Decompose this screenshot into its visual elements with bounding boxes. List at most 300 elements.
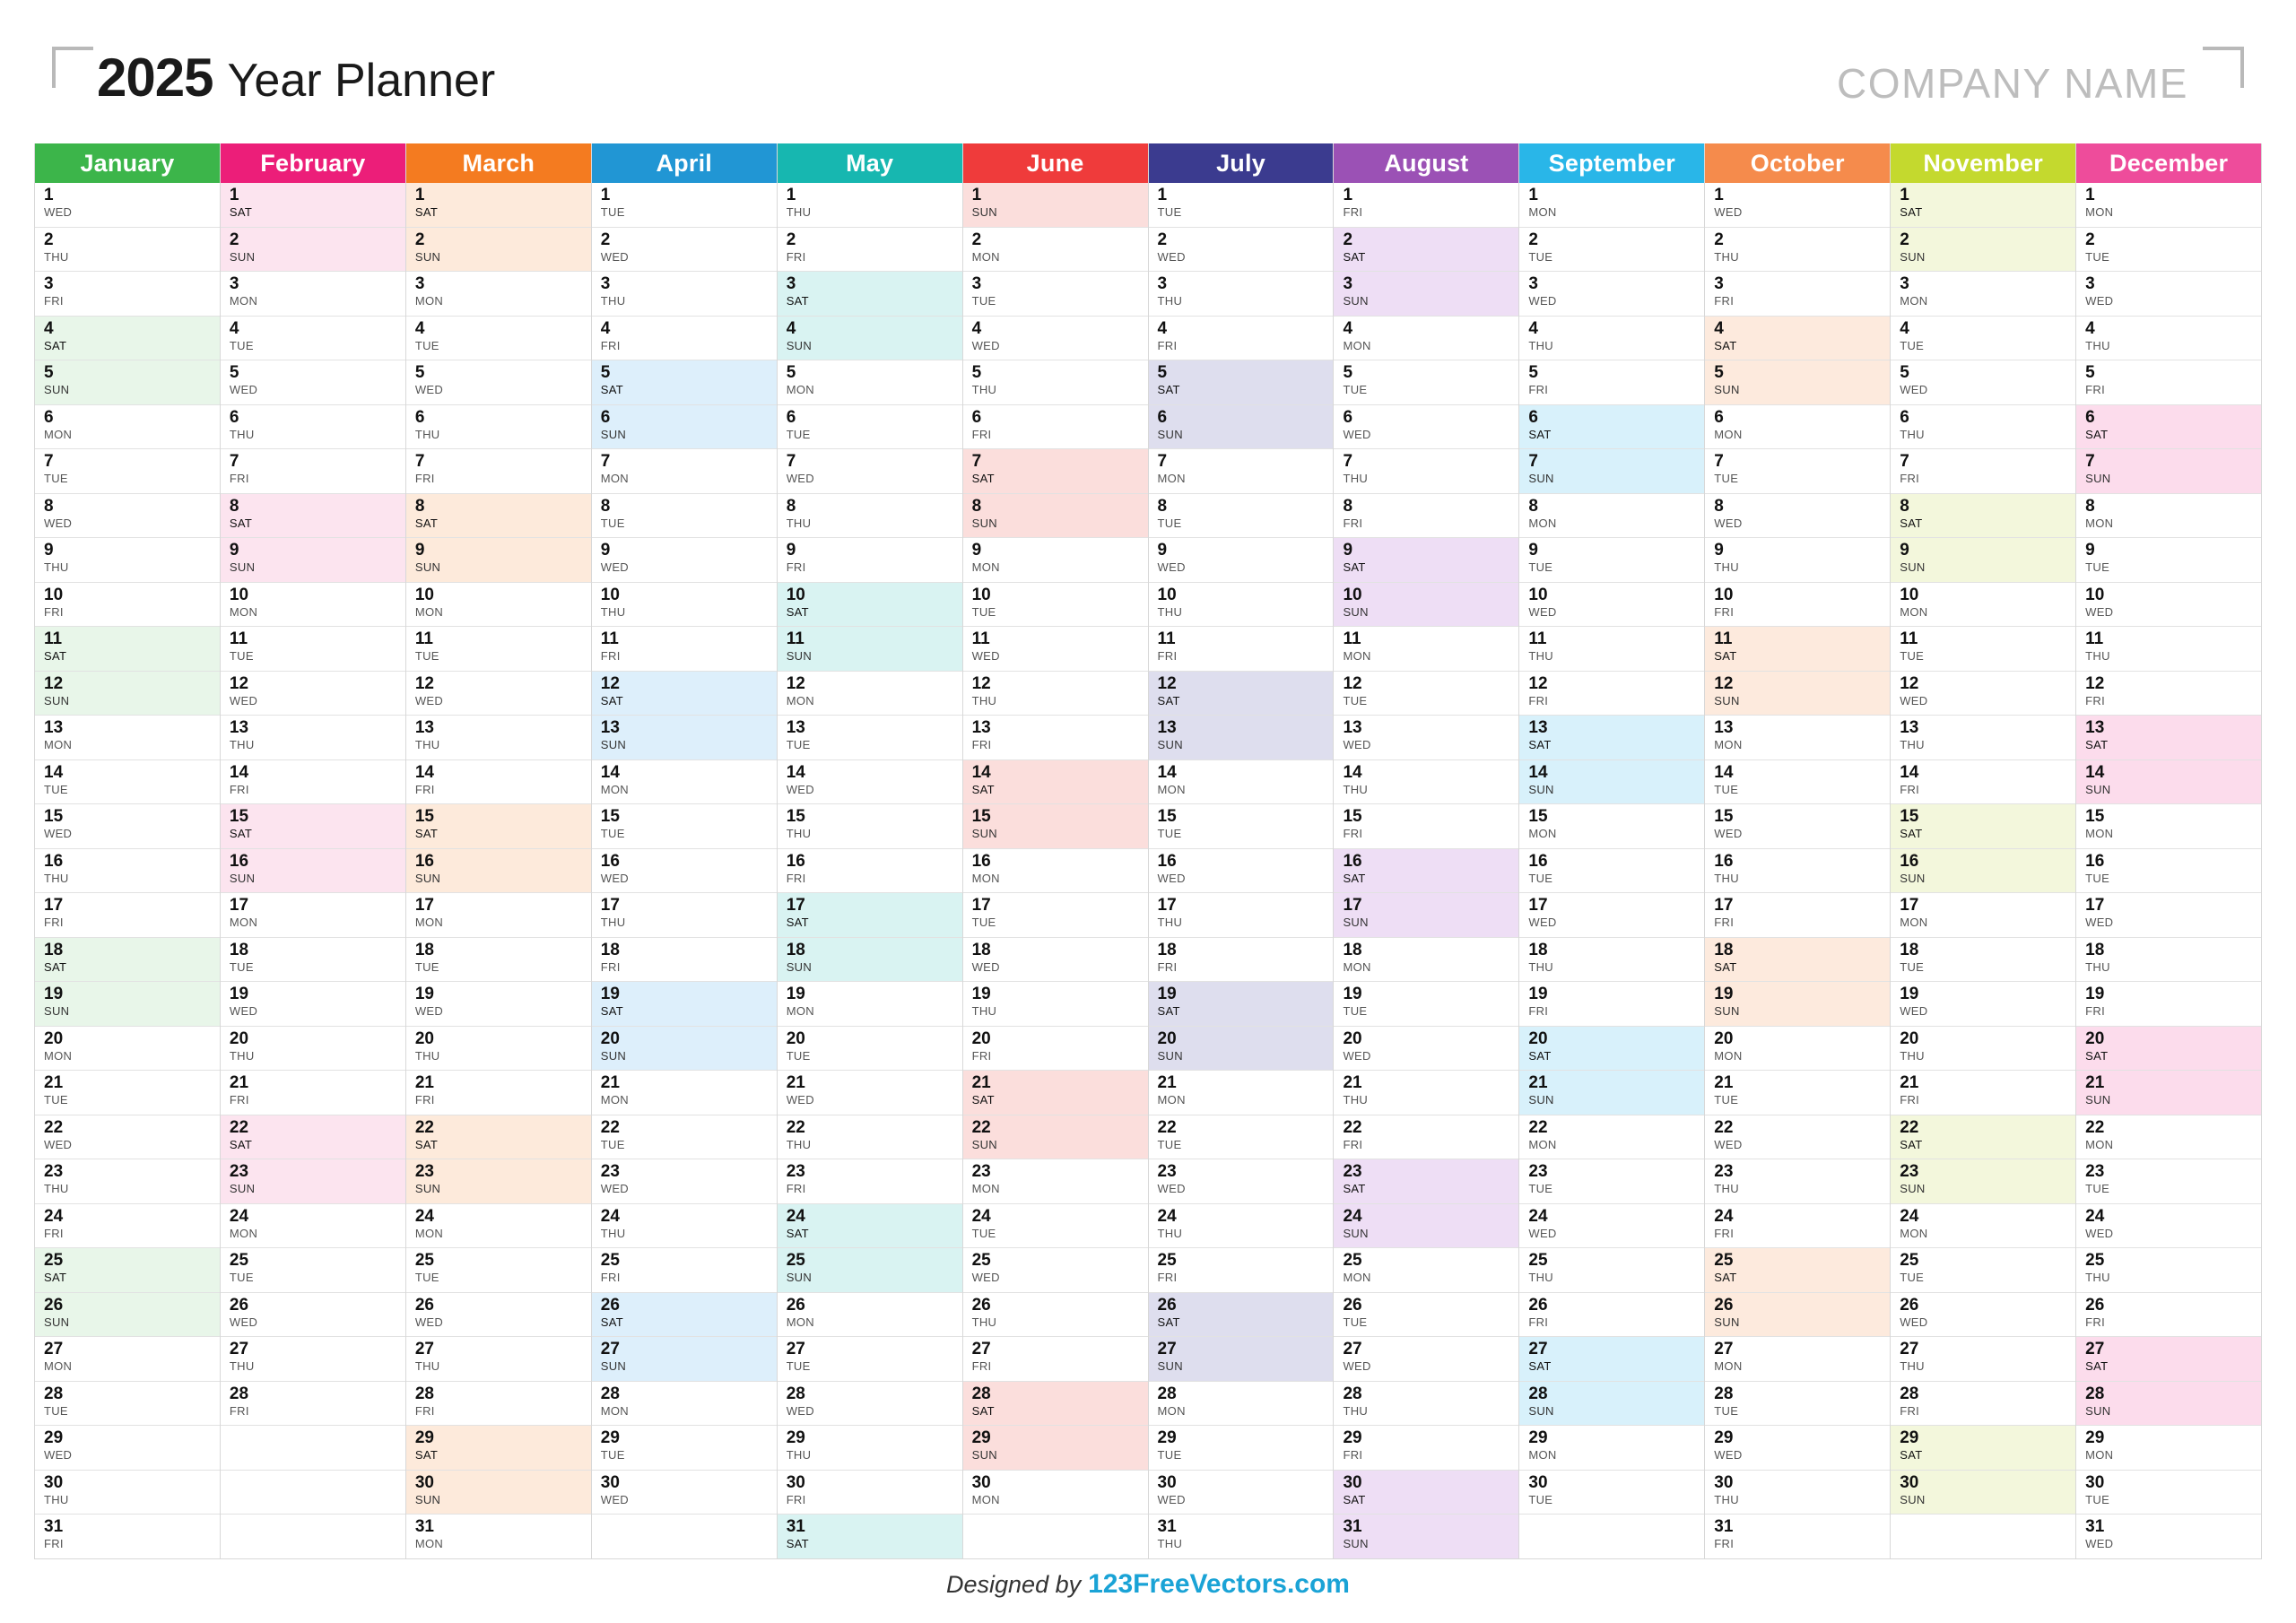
day-cell-february-5[interactable]: [221, 360, 405, 405]
day-cell-may-13[interactable]: [778, 716, 962, 760]
day-cell-january-7[interactable]: [35, 449, 220, 494]
day-cell-april-26[interactable]: [592, 1293, 777, 1338]
day-cell-july-13[interactable]: [1149, 716, 1334, 760]
day-cell-march-13[interactable]: [406, 716, 591, 760]
day-cell-april-16[interactable]: [592, 849, 777, 894]
day-cell-february-16[interactable]: [221, 849, 405, 894]
day-cell-april-15[interactable]: [592, 804, 777, 849]
month-header-november[interactable]: November: [1891, 143, 2075, 183]
day-cell-july-21[interactable]: [1149, 1071, 1334, 1115]
day-cell-december-18[interactable]: [2076, 938, 2261, 983]
day-cell-august-3[interactable]: [1334, 272, 1518, 317]
day-cell-may-1[interactable]: [778, 183, 962, 228]
day-cell-june-2[interactable]: [963, 228, 1148, 273]
day-cell-july-2[interactable]: [1149, 228, 1334, 273]
day-cell-april-11[interactable]: [592, 627, 777, 672]
day-cell-april-4[interactable]: [592, 317, 777, 361]
day-cell-may-7[interactable]: [778, 449, 962, 494]
day-cell-april-5[interactable]: [592, 360, 777, 405]
day-cell-december-2[interactable]: [2076, 228, 2261, 273]
day-cell-april-6[interactable]: [592, 405, 777, 450]
day-cell-november-3[interactable]: [1891, 272, 2075, 317]
day-cell-may-28[interactable]: [778, 1382, 962, 1427]
day-cell-august-27[interactable]: [1334, 1337, 1518, 1382]
day-cell-january-21[interactable]: [35, 1071, 220, 1115]
day-cell-july-3[interactable]: [1149, 272, 1334, 317]
day-cell-january-1[interactable]: [35, 183, 220, 228]
day-cell-october-19[interactable]: [1705, 982, 1890, 1027]
day-cell-november-22[interactable]: [1891, 1115, 2075, 1160]
day-cell-october-10[interactable]: [1705, 583, 1890, 628]
day-cell-july-30[interactable]: [1149, 1471, 1334, 1515]
day-cell-may-29[interactable]: [778, 1426, 962, 1471]
day-cell-august-20[interactable]: [1334, 1027, 1518, 1072]
day-cell-january-3[interactable]: [35, 272, 220, 317]
day-cell-february-7[interactable]: [221, 449, 405, 494]
day-cell-october-21[interactable]: [1705, 1071, 1890, 1115]
day-cell-september-9[interactable]: [1519, 538, 1704, 583]
month-header-october[interactable]: October: [1705, 143, 1890, 183]
day-cell-may-18[interactable]: [778, 938, 962, 983]
day-cell-december-3[interactable]: [2076, 272, 2261, 317]
day-cell-august-19[interactable]: [1334, 982, 1518, 1027]
day-cell-november-10[interactable]: [1891, 583, 2075, 628]
day-cell-march-19[interactable]: [406, 982, 591, 1027]
day-cell-august-23[interactable]: [1334, 1159, 1518, 1204]
day-cell-july-28[interactable]: [1149, 1382, 1334, 1427]
day-cell-april-29[interactable]: [592, 1426, 777, 1471]
day-cell-may-17[interactable]: [778, 893, 962, 938]
day-cell-march-7[interactable]: [406, 449, 591, 494]
day-cell-january-11[interactable]: [35, 627, 220, 672]
day-cell-september-28[interactable]: [1519, 1382, 1704, 1427]
day-cell-november-20[interactable]: [1891, 1027, 2075, 1072]
day-cell-may-9[interactable]: [778, 538, 962, 583]
day-cell-march-22[interactable]: [406, 1115, 591, 1160]
day-cell-december-26[interactable]: [2076, 1293, 2261, 1338]
day-cell-july-27[interactable]: [1149, 1337, 1334, 1382]
day-cell-december-14[interactable]: [2076, 760, 2261, 805]
day-cell-april-2[interactable]: [592, 228, 777, 273]
day-cell-september-22[interactable]: [1519, 1115, 1704, 1160]
day-cell-march-26[interactable]: [406, 1293, 591, 1338]
day-cell-september-1[interactable]: [1519, 183, 1704, 228]
day-cell-april-28[interactable]: [592, 1382, 777, 1427]
day-cell-november-15[interactable]: [1891, 804, 2075, 849]
day-cell-january-10[interactable]: [35, 583, 220, 628]
day-cell-september-10[interactable]: [1519, 583, 1704, 628]
day-cell-august-5[interactable]: [1334, 360, 1518, 405]
day-cell-may-14[interactable]: [778, 760, 962, 805]
day-cell-december-11[interactable]: [2076, 627, 2261, 672]
day-cell-june-10[interactable]: [963, 583, 1148, 628]
day-cell-january-23[interactable]: [35, 1159, 220, 1204]
day-cell-february-24[interactable]: [221, 1204, 405, 1249]
day-cell-march-17[interactable]: [406, 893, 591, 938]
day-cell-october-23[interactable]: [1705, 1159, 1890, 1204]
day-cell-april-22[interactable]: [592, 1115, 777, 1160]
day-cell-august-13[interactable]: [1334, 716, 1518, 760]
day-cell-november-14[interactable]: [1891, 760, 2075, 805]
day-cell-march-12[interactable]: [406, 672, 591, 716]
day-cell-november-11[interactable]: [1891, 627, 2075, 672]
day-cell-february-27[interactable]: [221, 1337, 405, 1382]
day-cell-february-20[interactable]: [221, 1027, 405, 1072]
day-cell-november-26[interactable]: [1891, 1293, 2075, 1338]
day-cell-january-2[interactable]: [35, 228, 220, 273]
day-cell-april-8[interactable]: [592, 494, 777, 539]
day-cell-november-19[interactable]: [1891, 982, 2075, 1027]
day-cell-october-24[interactable]: [1705, 1204, 1890, 1249]
day-cell-october-20[interactable]: [1705, 1027, 1890, 1072]
day-cell-july-22[interactable]: [1149, 1115, 1334, 1160]
day-cell-march-30[interactable]: [406, 1471, 591, 1515]
day-cell-october-22[interactable]: [1705, 1115, 1890, 1160]
day-cell-july-17[interactable]: [1149, 893, 1334, 938]
day-cell-april-21[interactable]: [592, 1071, 777, 1115]
day-cell-september-15[interactable]: [1519, 804, 1704, 849]
day-cell-february-9[interactable]: [221, 538, 405, 583]
day-cell-june-12[interactable]: [963, 672, 1148, 716]
day-cell-may-26[interactable]: [778, 1293, 962, 1338]
day-cell-december-28[interactable]: [2076, 1382, 2261, 1427]
day-cell-october-27[interactable]: [1705, 1337, 1890, 1382]
day-cell-december-10[interactable]: [2076, 583, 2261, 628]
day-cell-april-9[interactable]: [592, 538, 777, 583]
day-cell-march-28[interactable]: [406, 1382, 591, 1427]
day-cell-december-6[interactable]: [2076, 405, 2261, 450]
day-cell-april-10[interactable]: [592, 583, 777, 628]
day-cell-june-30[interactable]: [963, 1471, 1148, 1515]
day-cell-november-2[interactable]: [1891, 228, 2075, 273]
day-cell-december-17[interactable]: [2076, 893, 2261, 938]
day-cell-august-21[interactable]: [1334, 1071, 1518, 1115]
day-cell-october-7[interactable]: [1705, 449, 1890, 494]
day-cell-february-21[interactable]: [221, 1071, 405, 1115]
day-cell-july-16[interactable]: [1149, 849, 1334, 894]
day-cell-september-11[interactable]: [1519, 627, 1704, 672]
day-cell-december-27[interactable]: [2076, 1337, 2261, 1382]
day-cell-december-31[interactable]: [2076, 1515, 2261, 1559]
day-cell-august-1[interactable]: [1334, 183, 1518, 228]
day-cell-july-18[interactable]: [1149, 938, 1334, 983]
day-cell-may-23[interactable]: [778, 1159, 962, 1204]
day-cell-march-3[interactable]: [406, 272, 591, 317]
day-cell-april-13[interactable]: [592, 716, 777, 760]
day-cell-june-28[interactable]: [963, 1382, 1148, 1427]
day-cell-april-12[interactable]: [592, 672, 777, 716]
day-cell-march-23[interactable]: [406, 1159, 591, 1204]
day-cell-august-14[interactable]: [1334, 760, 1518, 805]
day-cell-march-31[interactable]: [406, 1515, 591, 1559]
day-cell-august-22[interactable]: [1334, 1115, 1518, 1160]
day-cell-december-21[interactable]: [2076, 1071, 2261, 1115]
day-cell-july-19[interactable]: [1149, 982, 1334, 1027]
day-cell-february-18[interactable]: [221, 938, 405, 983]
day-cell-october-2[interactable]: [1705, 228, 1890, 273]
day-cell-november-6[interactable]: [1891, 405, 2075, 450]
day-cell-july-24[interactable]: [1149, 1204, 1334, 1249]
day-cell-september-20[interactable]: [1519, 1027, 1704, 1072]
day-cell-may-12[interactable]: [778, 672, 962, 716]
day-cell-february-17[interactable]: [221, 893, 405, 938]
day-cell-march-20[interactable]: [406, 1027, 591, 1072]
day-cell-october-4[interactable]: [1705, 317, 1890, 361]
day-cell-february-23[interactable]: [221, 1159, 405, 1204]
month-header-december[interactable]: December: [2076, 143, 2261, 183]
day-cell-december-22[interactable]: [2076, 1115, 2261, 1160]
day-cell-march-16[interactable]: [406, 849, 591, 894]
day-cell-november-9[interactable]: [1891, 538, 2075, 583]
day-cell-april-25[interactable]: [592, 1248, 777, 1293]
day-cell-november-12[interactable]: [1891, 672, 2075, 716]
day-cell-june-7[interactable]: [963, 449, 1148, 494]
day-cell-september-6[interactable]: [1519, 405, 1704, 450]
day-cell-november-28[interactable]: [1891, 1382, 2075, 1427]
day-cell-april-18[interactable]: [592, 938, 777, 983]
day-cell-october-15[interactable]: [1705, 804, 1890, 849]
day-cell-march-1[interactable]: [406, 183, 591, 228]
day-cell-october-25[interactable]: [1705, 1248, 1890, 1293]
day-cell-january-27[interactable]: [35, 1337, 220, 1382]
day-cell-january-25[interactable]: [35, 1248, 220, 1293]
day-cell-february-1[interactable]: [221, 183, 405, 228]
footer-brand-link[interactable]: 123FreeVectors.com: [1088, 1569, 1350, 1599]
day-cell-november-7[interactable]: [1891, 449, 2075, 494]
day-cell-january-4[interactable]: [35, 317, 220, 361]
day-cell-december-7[interactable]: [2076, 449, 2261, 494]
day-cell-november-24[interactable]: [1891, 1204, 2075, 1249]
day-cell-november-1[interactable]: [1891, 183, 2075, 228]
day-cell-february-10[interactable]: [221, 583, 405, 628]
day-cell-october-8[interactable]: [1705, 494, 1890, 539]
day-cell-july-6[interactable]: [1149, 405, 1334, 450]
day-cell-may-20[interactable]: [778, 1027, 962, 1072]
day-cell-june-11[interactable]: [963, 627, 1148, 672]
day-cell-may-10[interactable]: [778, 583, 962, 628]
day-cell-october-28[interactable]: [1705, 1382, 1890, 1427]
day-cell-june-15[interactable]: [963, 804, 1148, 849]
day-cell-april-20[interactable]: [592, 1027, 777, 1072]
day-cell-june-9[interactable]: [963, 538, 1148, 583]
day-cell-december-30[interactable]: [2076, 1471, 2261, 1515]
day-cell-december-19[interactable]: [2076, 982, 2261, 1027]
day-cell-december-23[interactable]: [2076, 1159, 2261, 1204]
day-cell-april-17[interactable]: [592, 893, 777, 938]
day-cell-may-5[interactable]: [778, 360, 962, 405]
month-header-march[interactable]: March: [406, 143, 591, 183]
day-cell-april-14[interactable]: [592, 760, 777, 805]
day-cell-september-23[interactable]: [1519, 1159, 1704, 1204]
day-cell-september-18[interactable]: [1519, 938, 1704, 983]
day-cell-july-12[interactable]: [1149, 672, 1334, 716]
day-cell-september-5[interactable]: [1519, 360, 1704, 405]
day-cell-july-31[interactable]: [1149, 1515, 1334, 1559]
day-cell-february-26[interactable]: [221, 1293, 405, 1338]
month-header-august[interactable]: August: [1334, 143, 1518, 183]
day-cell-december-16[interactable]: [2076, 849, 2261, 894]
day-cell-march-25[interactable]: [406, 1248, 591, 1293]
day-cell-october-11[interactable]: [1705, 627, 1890, 672]
day-cell-february-2[interactable]: [221, 228, 405, 273]
day-cell-june-22[interactable]: [963, 1115, 1148, 1160]
day-cell-march-2[interactable]: [406, 228, 591, 273]
day-cell-february-15[interactable]: [221, 804, 405, 849]
day-cell-august-28[interactable]: [1334, 1382, 1518, 1427]
day-cell-january-31[interactable]: [35, 1515, 220, 1559]
day-cell-december-4[interactable]: [2076, 317, 2261, 361]
day-cell-september-25[interactable]: [1519, 1248, 1704, 1293]
day-cell-may-21[interactable]: [778, 1071, 962, 1115]
day-cell-february-13[interactable]: [221, 716, 405, 760]
day-cell-october-30[interactable]: [1705, 1471, 1890, 1515]
day-cell-june-14[interactable]: [963, 760, 1148, 805]
day-cell-january-22[interactable]: [35, 1115, 220, 1160]
day-cell-march-9[interactable]: [406, 538, 591, 583]
day-cell-june-13[interactable]: [963, 716, 1148, 760]
day-cell-march-21[interactable]: [406, 1071, 591, 1115]
day-cell-may-6[interactable]: [778, 405, 962, 450]
day-cell-february-19[interactable]: [221, 982, 405, 1027]
day-cell-december-20[interactable]: [2076, 1027, 2261, 1072]
day-cell-october-3[interactable]: [1705, 272, 1890, 317]
day-cell-january-12[interactable]: [35, 672, 220, 716]
day-cell-august-31[interactable]: [1334, 1515, 1518, 1559]
day-cell-february-12[interactable]: [221, 672, 405, 716]
day-cell-june-17[interactable]: [963, 893, 1148, 938]
day-cell-october-9[interactable]: [1705, 538, 1890, 583]
day-cell-may-27[interactable]: [778, 1337, 962, 1382]
day-cell-september-30[interactable]: [1519, 1471, 1704, 1515]
day-cell-july-11[interactable]: [1149, 627, 1334, 672]
day-cell-june-27[interactable]: [963, 1337, 1148, 1382]
day-cell-july-9[interactable]: [1149, 538, 1334, 583]
month-header-september[interactable]: September: [1519, 143, 1704, 183]
day-cell-august-15[interactable]: [1334, 804, 1518, 849]
day-cell-april-1[interactable]: [592, 183, 777, 228]
day-cell-november-13[interactable]: [1891, 716, 2075, 760]
day-cell-april-7[interactable]: [592, 449, 777, 494]
day-cell-april-30[interactable]: [592, 1471, 777, 1515]
day-cell-july-29[interactable]: [1149, 1426, 1334, 1471]
day-cell-july-8[interactable]: [1149, 494, 1334, 539]
day-cell-december-29[interactable]: [2076, 1426, 2261, 1471]
day-cell-october-12[interactable]: [1705, 672, 1890, 716]
day-cell-april-23[interactable]: [592, 1159, 777, 1204]
day-cell-october-31[interactable]: [1705, 1515, 1890, 1559]
day-cell-november-25[interactable]: [1891, 1248, 2075, 1293]
day-cell-november-21[interactable]: [1891, 1071, 2075, 1115]
day-cell-may-8[interactable]: [778, 494, 962, 539]
day-cell-february-28[interactable]: [221, 1382, 405, 1427]
day-cell-march-5[interactable]: [406, 360, 591, 405]
day-cell-august-25[interactable]: [1334, 1248, 1518, 1293]
day-cell-october-6[interactable]: [1705, 405, 1890, 450]
day-cell-september-13[interactable]: [1519, 716, 1704, 760]
day-cell-may-4[interactable]: [778, 317, 962, 361]
day-cell-october-26[interactable]: [1705, 1293, 1890, 1338]
day-cell-april-24[interactable]: [592, 1204, 777, 1249]
day-cell-june-4[interactable]: [963, 317, 1148, 361]
day-cell-january-20[interactable]: [35, 1027, 220, 1072]
day-cell-march-8[interactable]: [406, 494, 591, 539]
day-cell-november-16[interactable]: [1891, 849, 2075, 894]
day-cell-december-15[interactable]: [2076, 804, 2261, 849]
day-cell-may-25[interactable]: [778, 1248, 962, 1293]
day-cell-may-22[interactable]: [778, 1115, 962, 1160]
day-cell-september-12[interactable]: [1519, 672, 1704, 716]
day-cell-may-19[interactable]: [778, 982, 962, 1027]
day-cell-september-27[interactable]: [1519, 1337, 1704, 1382]
day-cell-october-29[interactable]: [1705, 1426, 1890, 1471]
day-cell-april-3[interactable]: [592, 272, 777, 317]
day-cell-june-21[interactable]: [963, 1071, 1148, 1115]
day-cell-january-6[interactable]: [35, 405, 220, 450]
day-cell-february-22[interactable]: [221, 1115, 405, 1160]
day-cell-june-20[interactable]: [963, 1027, 1148, 1072]
day-cell-august-2[interactable]: [1334, 228, 1518, 273]
day-cell-june-19[interactable]: [963, 982, 1148, 1027]
day-cell-september-17[interactable]: [1519, 893, 1704, 938]
day-cell-october-18[interactable]: [1705, 938, 1890, 983]
day-cell-march-11[interactable]: [406, 627, 591, 672]
day-cell-june-25[interactable]: [963, 1248, 1148, 1293]
day-cell-june-1[interactable]: [963, 183, 1148, 228]
day-cell-august-9[interactable]: [1334, 538, 1518, 583]
day-cell-march-6[interactable]: [406, 405, 591, 450]
day-cell-june-8[interactable]: [963, 494, 1148, 539]
day-cell-january-17[interactable]: [35, 893, 220, 938]
day-cell-may-30[interactable]: [778, 1471, 962, 1515]
day-cell-march-4[interactable]: [406, 317, 591, 361]
day-cell-november-27[interactable]: [1891, 1337, 2075, 1382]
day-cell-january-26[interactable]: [35, 1293, 220, 1338]
day-cell-november-8[interactable]: [1891, 494, 2075, 539]
day-cell-august-10[interactable]: [1334, 583, 1518, 628]
day-cell-december-1[interactable]: [2076, 183, 2261, 228]
day-cell-january-16[interactable]: [35, 849, 220, 894]
day-cell-august-30[interactable]: [1334, 1471, 1518, 1515]
day-cell-february-6[interactable]: [221, 405, 405, 450]
day-cell-november-23[interactable]: [1891, 1159, 2075, 1204]
day-cell-may-31[interactable]: [778, 1515, 962, 1559]
day-cell-september-16[interactable]: [1519, 849, 1704, 894]
day-cell-may-2[interactable]: [778, 228, 962, 273]
month-header-june[interactable]: June: [963, 143, 1148, 183]
day-cell-november-4[interactable]: [1891, 317, 2075, 361]
day-cell-march-18[interactable]: [406, 938, 591, 983]
day-cell-august-29[interactable]: [1334, 1426, 1518, 1471]
day-cell-july-23[interactable]: [1149, 1159, 1334, 1204]
day-cell-december-25[interactable]: [2076, 1248, 2261, 1293]
day-cell-september-2[interactable]: [1519, 228, 1704, 273]
day-cell-august-7[interactable]: [1334, 449, 1518, 494]
day-cell-february-4[interactable]: [221, 317, 405, 361]
day-cell-december-5[interactable]: [2076, 360, 2261, 405]
day-cell-january-19[interactable]: [35, 982, 220, 1027]
day-cell-august-18[interactable]: [1334, 938, 1518, 983]
day-cell-september-7[interactable]: [1519, 449, 1704, 494]
day-cell-january-28[interactable]: [35, 1382, 220, 1427]
month-header-july[interactable]: July: [1149, 143, 1334, 183]
day-cell-september-24[interactable]: [1519, 1204, 1704, 1249]
day-cell-october-5[interactable]: [1705, 360, 1890, 405]
day-cell-september-3[interactable]: [1519, 272, 1704, 317]
month-header-april[interactable]: April: [592, 143, 777, 183]
month-header-january[interactable]: January: [35, 143, 220, 183]
day-cell-december-13[interactable]: [2076, 716, 2261, 760]
day-cell-august-24[interactable]: [1334, 1204, 1518, 1249]
